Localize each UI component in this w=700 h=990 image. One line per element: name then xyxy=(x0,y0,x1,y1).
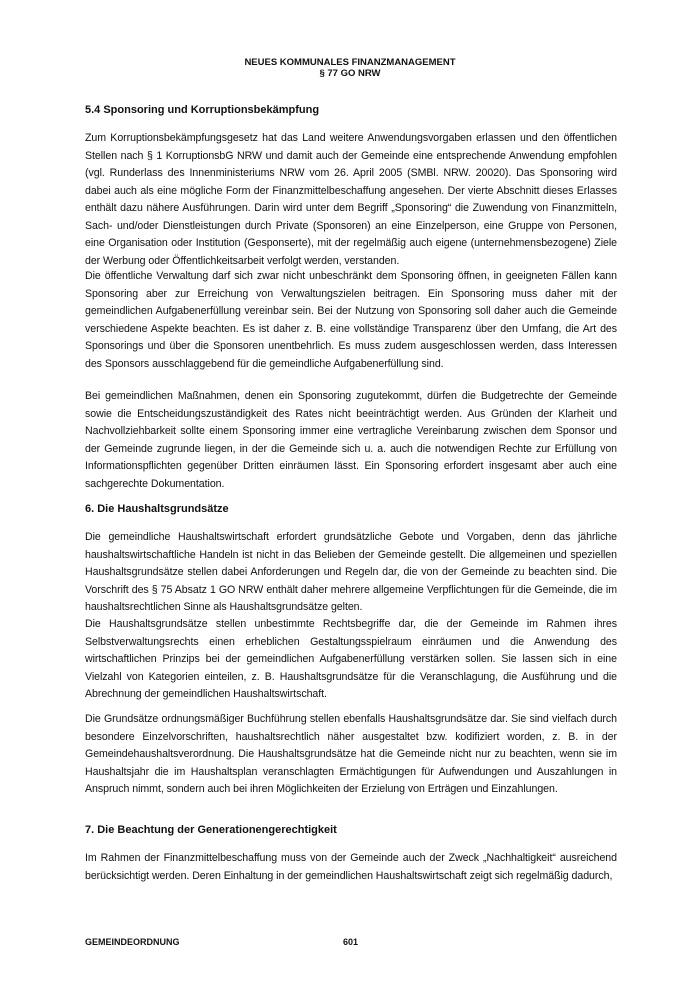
footer-label: GEMEINDEORDNUNG xyxy=(85,937,180,947)
paragraph: Die Haushaltsgrundsätze stellen unbestimmte Rechtsbegriffe dar, die der Gemeinde im Rahmen ihres Selbstverwaltungsrechts einen erheblichen Gestaltungsspielraum einräumen und die Anwendung des wirtschaftlichen Prinzips bei der gemeindlichen Aufgabenerfüllung verstärken sollen. Sie lassen sich in eine Vielzahl von Kategorien einteilen, z. B. Haushaltsgrundsätze für die Veranschlagung, die Ausführung und die Abrechnung der gemeindlichen Haushaltswirtschaft. xyxy=(85,618,617,700)
header-title: NEUES KOMMUNALES FINANZMANAGEMENT xyxy=(244,57,456,68)
page-header xyxy=(0,57,700,79)
paragraph: Die öffentliche Verwaltung darf sich zwar nicht unbeschränkt dem Sponsoring öffnen, in geeigneten Fällen kann Sponsoring aber zur Erreichung von Verwaltungszielen beitragen. Ein Sponsoring muss daher mit der gemeindlichen Aufgabenerfüllung vereinbar sein. Bei der Nutzung von Sponsoring soll daher auch die Gemeinde verschiedene Aspekte beachten. Es ist daher z. B. eine vollständige Transparenz über den Umfang, die Art des Sponsorings und über die Sponsoren unentbehrlich. Es muss zudem ausgeschlossen werden, dass Interessen des Sponsors ausschlaggebend für die gemeindliche Aufgabenerfüllung sind. xyxy=(85,270,617,370)
paragraph: Die gemeindliche Haushaltswirtschaft erfordert grundsätzliche Gebote und Vorgaben, denn das jährliche haushaltswirtschaftliche Handeln ist nicht in das Belieben der Gemeinde gestellt. Die allgemeinen und speziellen Haushaltsgrundsätze stellen dabei Anforderungen und Regeln dar, die von der Gemeinde zu beachten sind. Die Vorschrift des § 75 Absatz 1 GO NRW enthält daher mehrere allgemeine Verpflichtungen für die Gemeinde, die im haushaltsrechtlichen Sinne als Haushaltsgrundsätze gelten. xyxy=(85,531,617,613)
section-title-7: 7. Die Beachtung der Generationengerechtigkeit xyxy=(85,824,337,836)
paragraph: Die Grundsätze ordnungsmäßiger Buchführung stellen ebenfalls Haushaltsgrundsätze dar. Sie sind vielfach durch besondere Einzelvorschriften, haushaltsrechtlich näher ausgestaltet bzw. kodifiziert worden, z. B. in der Gemeindehaushaltsverordnung. Die Haushaltsgrundsätze hat die Gemeinde nicht nur zu beachten, wenn sie im Haushaltsjahr die im Haushaltsplan veranschlagten Ermächtigungen für Aufwendungen und Auszahlungen in Anspruch nimmt, sondern auch bei ihren Möglichkeiten der Erzielung von Erträgen und Einzahlungen. xyxy=(85,713,617,795)
page-number: 601 xyxy=(343,937,359,947)
paragraph: Zum Korruptionsbekämpfungsgesetz hat das Land weitere Anwendungsvorgaben erlassen und den öffentlichen Stellen nach § 1 KorruptionsbG NRW und damit auch der Gemeinde eine entsprechende Anwendung empfohlen (vgl. Runderlass des Innenministeriums NRW vom 26. April 2005 (SMBl. NRW. 20020). Das Sponsoring wird dabei auch als eine mögliche Form der Finanzmittelbeschaffung angesehen. Der vierte Abschnitt dieses Erlasses enthält dazu nähere Ausführungen. Darin wird unter dem Begriff „Sponsoring“ die Zuwendung von Finanzmitteln, Sach- und/oder Dienstleistungen durch Private (Sponsoren) an eine Einzelperson, eine Gruppe von Personen, eine Organisation oder Institution (Gesponserte), mit der regelmäßig auch eigene (unternehmensbezogene) Ziele der Werbung oder Öffentlichkeitsarbeit verfolgt werden, verstanden. xyxy=(85,132,617,267)
section-title-5-4: 5.4 Sponsoring und Korruptionsbekämpfung xyxy=(85,104,320,116)
paragraph: Bei gemeindlichen Maßnahmen, denen ein Sponsoring zugutekommt, dürfen die Budgetrechte der Gemeinde sowie die Entscheidungszuständigkeit des Rates nicht beeinträchtigt werden. Aus Gründen der Klarheit und Nachvollziehbarkeit sollte einem Sponsoring immer eine vertragliche Vereinbarung zwischen dem Sponsor und der Gemeinde zugrunde liegen, in der die Gemeinde sich u. a. auch die notwendigen Rechte zur Erfüllung von Informationspflichten gegenüber Dritten einräumen lässt. Ein Sponsoring erfordert insgesamt aber auch eine sachgerechte Dokumentation. xyxy=(85,390,617,490)
paragraph: Im Rahmen der Finanzmittelbeschaffung muss von der Gemeinde auch der Zweck „Nachhaltigkeit“ ausreichend berücksichtigt werden. Deren Einhaltung in der gemeindlichen Haushaltswirtschaft zeigt sich regelmäßig dadurch, xyxy=(85,852,617,882)
section-title-6: 6. Die Haushaltsgrundsätze xyxy=(85,503,229,515)
header-section-ref: § 77 GO NRW xyxy=(319,68,381,79)
